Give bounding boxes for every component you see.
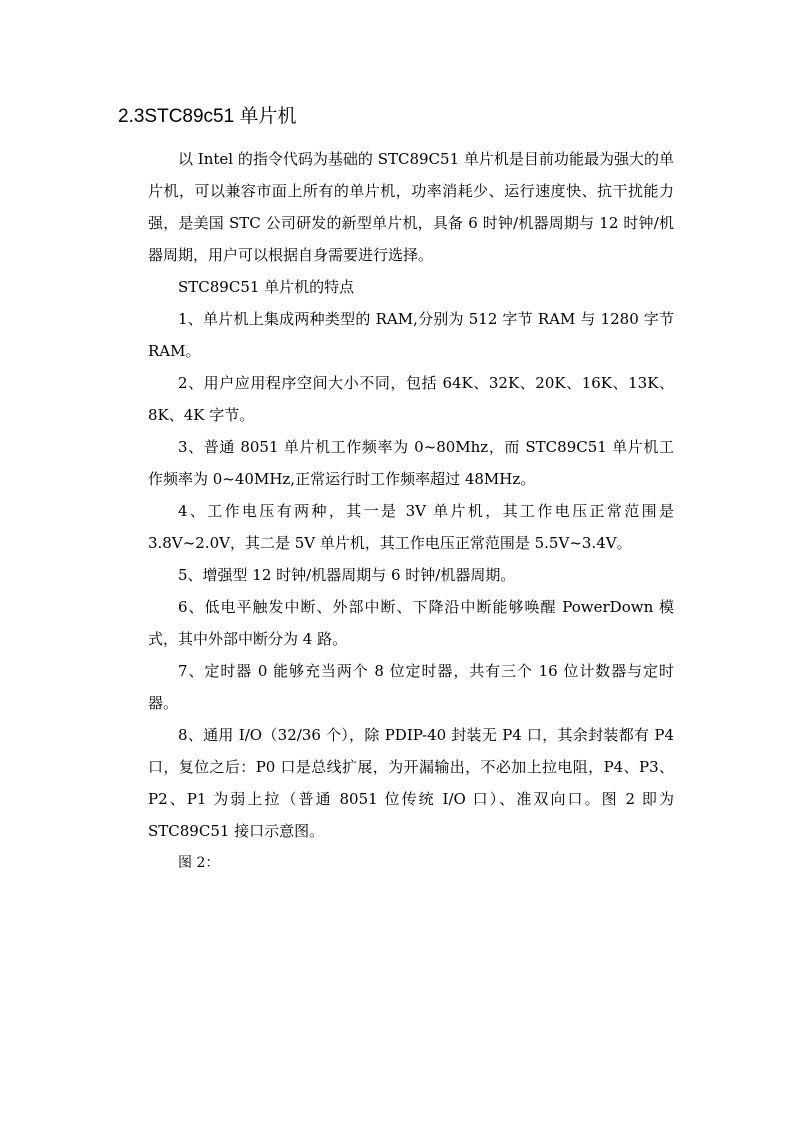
feature-item-4: 4、工作电压有两种，其一是 3V 单片机，其工作电压正常范围是 3.8V~2.0V，其二是 5V 单片机，其工作电压正常范围是 5.5V~3.4V。 — [148, 502, 674, 552]
feature-item-3: 3、普通 8051 单片机工作频率为 0~80Mhz，而 STC89C51 单片机工作频率为 0~40MHz,正常运行时工作频率超过 48MHz。 — [148, 438, 674, 488]
feature-item-5: 5、增强型 12 时钟/机器周期与 6 时钟/机器周期。 — [178, 566, 516, 584]
body-text — [148, 143, 674, 879]
feature-item-1: 1、单片机上集成两种类型的 RAM,分别为 512 字节 RAM 与 1280 字节 RAM。 — [148, 310, 674, 360]
figure-label: 图 2： — [178, 855, 220, 871]
section-heading: 2.3STC89c51 单片机 — [118, 106, 297, 127]
features-title: STC89C51 单片机的特点 — [178, 278, 355, 296]
feature-item-8: 8、通用 I/O（32/36 个），除 PDIP-40 封装无 P4 口，其余封装都有 P4 口，复位之后：P0 口是总线扩展，为开漏输出，不必加上拉电阻，P4、P3、P2、P1 为弱上拉（普通 8051 位传统 I/O 口）、准双向口。图 2 即为 STC89C51 接口示意图。 — [148, 726, 674, 840]
intro-paragraph: 以 Intel 的指令代码为基础的 STC89C51 单片机是目前功能最为强大的单片机，可以兼容市面上所有的单片机，功率消耗少、运行速度快、抗干扰能力强，是美国 STC 公司研发的新型单片机，具备 6 时钟/机器周期与 12 时钟/机器周期，用户可以根据自身需要进行选择。 — [148, 150, 674, 264]
feature-item-6: 6、低电平触发中断、外部中断、下降沿中断能够唤醒 PowerDown 模式，其中外部中断分为 4 路。 — [148, 598, 674, 648]
feature-item-2: 2、用户应用程序空间大小不同，包括 64K、32K、20K、16K、13K、8K、4K 字节。 — [148, 374, 674, 424]
feature-item-7: 7、定时器 0 能够充当两个 8 位定时器，共有三个 16 位计数器与定时器。 — [148, 662, 674, 712]
